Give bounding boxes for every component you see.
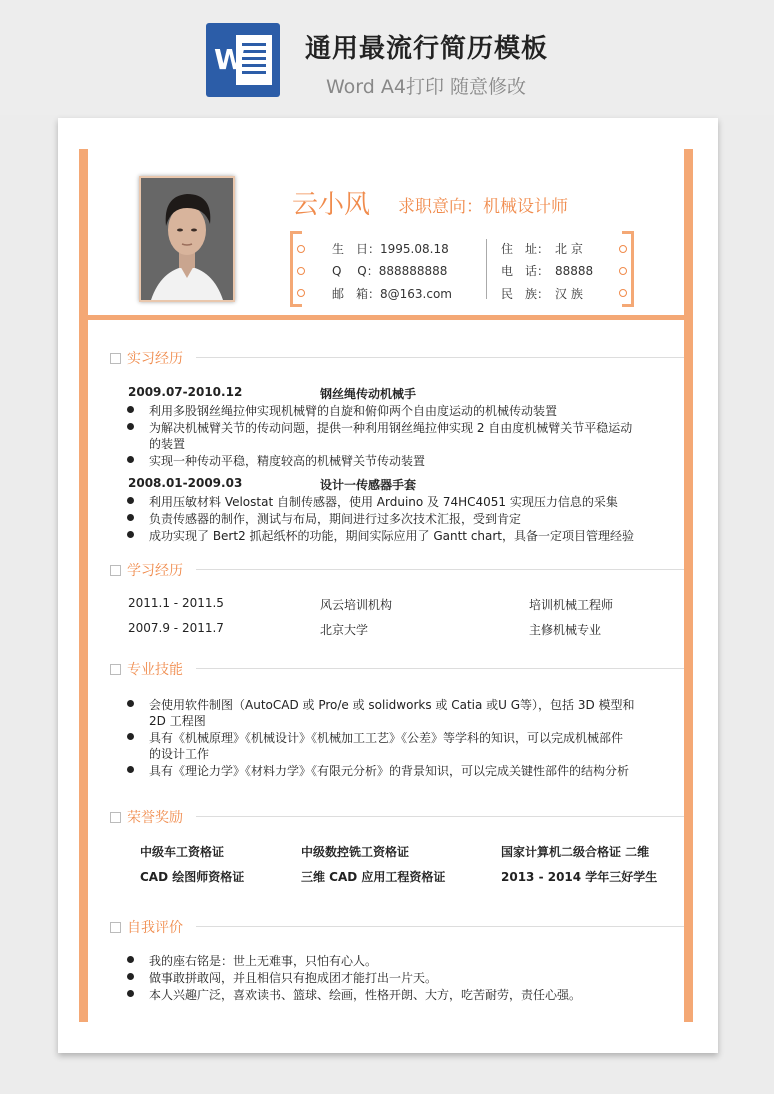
info-dot-icon (619, 289, 627, 297)
resume-page (58, 118, 718, 1053)
section-header-internship (110, 348, 684, 368)
section-header-skills (110, 659, 684, 679)
left-accent-bar (79, 149, 88, 1022)
list-item: 的装置 (149, 437, 186, 451)
bullet-icon (127, 497, 134, 504)
personal-info-box (290, 231, 634, 307)
internship-date: 2009.07-2010.12 (128, 385, 243, 399)
bullet-icon (127, 531, 134, 538)
internship-project: 钢丝绳传动机械手 (320, 387, 417, 401)
internship-date: 2008.01-2009.03 (128, 476, 243, 490)
info-dot-icon (297, 245, 305, 253)
section-header-honors (110, 807, 684, 827)
banner-title: 通用最流行简历模板 (305, 34, 549, 64)
bullet-icon (127, 700, 134, 707)
bullet-icon (127, 956, 134, 963)
section-header-education (110, 560, 684, 580)
education-school: 风云培训机构 (320, 598, 393, 612)
section-rule (196, 569, 684, 570)
info-ethnicity: 民 族： 汉 族 (501, 287, 583, 301)
list-item: 负责传感器的制作，测试与布局，期间进行过多次技术汇报，受到肯定 (149, 512, 522, 526)
info-birthday: 生 日：1995.08.18 (332, 242, 449, 256)
education-major: 培训机械工程师 (529, 598, 614, 612)
honor-item: 中级数控铣工资格证 (301, 845, 410, 859)
info-separator (486, 239, 487, 299)
checkbox-icon (110, 565, 121, 576)
word-icon (206, 23, 280, 97)
section-header-self-evaluation (110, 917, 684, 937)
bullet-icon (127, 514, 134, 521)
right-accent-bar (684, 149, 693, 1022)
education-date: 2007.9 - 2011.7 (128, 621, 224, 635)
honor-item: 国家计算机二级合格证 二维 (501, 845, 650, 859)
checkbox-icon (110, 812, 121, 823)
section-title: 实习经历 (127, 351, 183, 367)
list-item: 2D 工程图 (149, 714, 206, 728)
checkbox-icon (110, 353, 121, 364)
banner (0, 0, 774, 115)
info-address: 住 址： 北 京 (501, 242, 583, 256)
section-title: 专业技能 (127, 662, 183, 678)
education-major: 主修机械专业 (529, 623, 602, 637)
info-email: 邮 箱：8@163.com (332, 287, 452, 301)
checkbox-icon (110, 664, 121, 675)
section-title: 荣誉奖励 (127, 810, 183, 826)
bullet-icon (127, 733, 134, 740)
info-phone: 电 话： 88888 (501, 264, 594, 278)
bullet-icon (127, 973, 134, 980)
list-item: 成功实现了 Bert2 抓起纸杯的功能，期间实际应用了 Gantt chart，具备一定项目管理经验 (149, 529, 635, 543)
list-item: 具有《机械原理》《机械设计》《机械加工工艺》《公差》等学科的知识，可以完成机械部件 (149, 731, 624, 745)
section-title: 学习经历 (127, 563, 183, 579)
list-item: 会使用软件制图（AutoCAD 或 Pro/e 或 solidworks 或 Catia 或U G等），包括 3D 模型和 (149, 698, 635, 712)
education-date: 2011.1 - 2011.5 (128, 596, 224, 610)
section-rule (196, 668, 684, 669)
candidate-name: 云小风 (292, 190, 371, 220)
list-item: 本人兴趣广泛，喜欢读书、篮球、绘画，性格开朗、大方，吃苦耐劳，责任心强。 (149, 988, 582, 1002)
list-item: 利用多股钢丝绳拉伸实现机械臂的自旋和俯仰两个自由度运动的机械传动装置 (149, 404, 558, 418)
info-dot-icon (297, 267, 305, 275)
list-item: 我的座右铭是：世上无难事，只怕有心人。 (149, 954, 378, 968)
honor-item: CAD 绘图师资格证 (140, 870, 245, 884)
info-dot-icon (619, 245, 627, 253)
banner-subtitle: Word A4打印 随意修改 (326, 76, 527, 98)
list-item: 做事敢拼敢闯，并且相信只有抱成团才能打出一片天。 (149, 971, 438, 985)
section-rule (196, 926, 684, 927)
list-item: 具有《理论力学》《材料力学》《有限元分析》的背景知识，可以完成关键性部件的结构分析 (149, 764, 630, 778)
bullet-icon (127, 406, 134, 413)
bullet-icon (127, 990, 134, 997)
bullet-icon (127, 423, 134, 430)
job-intent: 求职意向：机械设计师 (398, 197, 568, 217)
word-logo-letter: W (214, 43, 245, 76)
list-item: 为解决机械臂关节的传动问题，提供一种利用钢丝绳拉伸实现 2 自由度机械臂关节平稳运动 (149, 421, 633, 435)
bullet-icon (127, 456, 134, 463)
list-item: 实现一种传动平稳，精度较高的机械臂关节传动装置 (149, 454, 426, 468)
bullet-icon (127, 766, 134, 773)
info-qq: Q Q：888888888 (332, 264, 448, 278)
section-title: 自我评价 (127, 920, 183, 936)
internship-project: 设计一传感器手套 (320, 478, 417, 492)
info-dot-icon (619, 267, 627, 275)
section-rule (196, 816, 684, 817)
honor-item: 2013 - 2014 学年三好学生 (501, 870, 658, 884)
honor-item: 中级车工资格证 (140, 845, 225, 859)
checkbox-icon (110, 922, 121, 933)
header-divider (79, 315, 693, 320)
portrait-image (141, 178, 233, 300)
list-item: 的设计工作 (149, 747, 210, 761)
profile-photo (139, 176, 235, 302)
honor-item: 三维 CAD 应用工程资格证 (301, 870, 446, 884)
list-item: 利用压敏材料 Velostat 自制传感器，使用 Arduino 及 74HC4051 实现压力信息的采集 (149, 495, 618, 509)
education-school: 北京大学 (320, 623, 369, 637)
info-dot-icon (297, 289, 305, 297)
section-rule (196, 357, 684, 358)
